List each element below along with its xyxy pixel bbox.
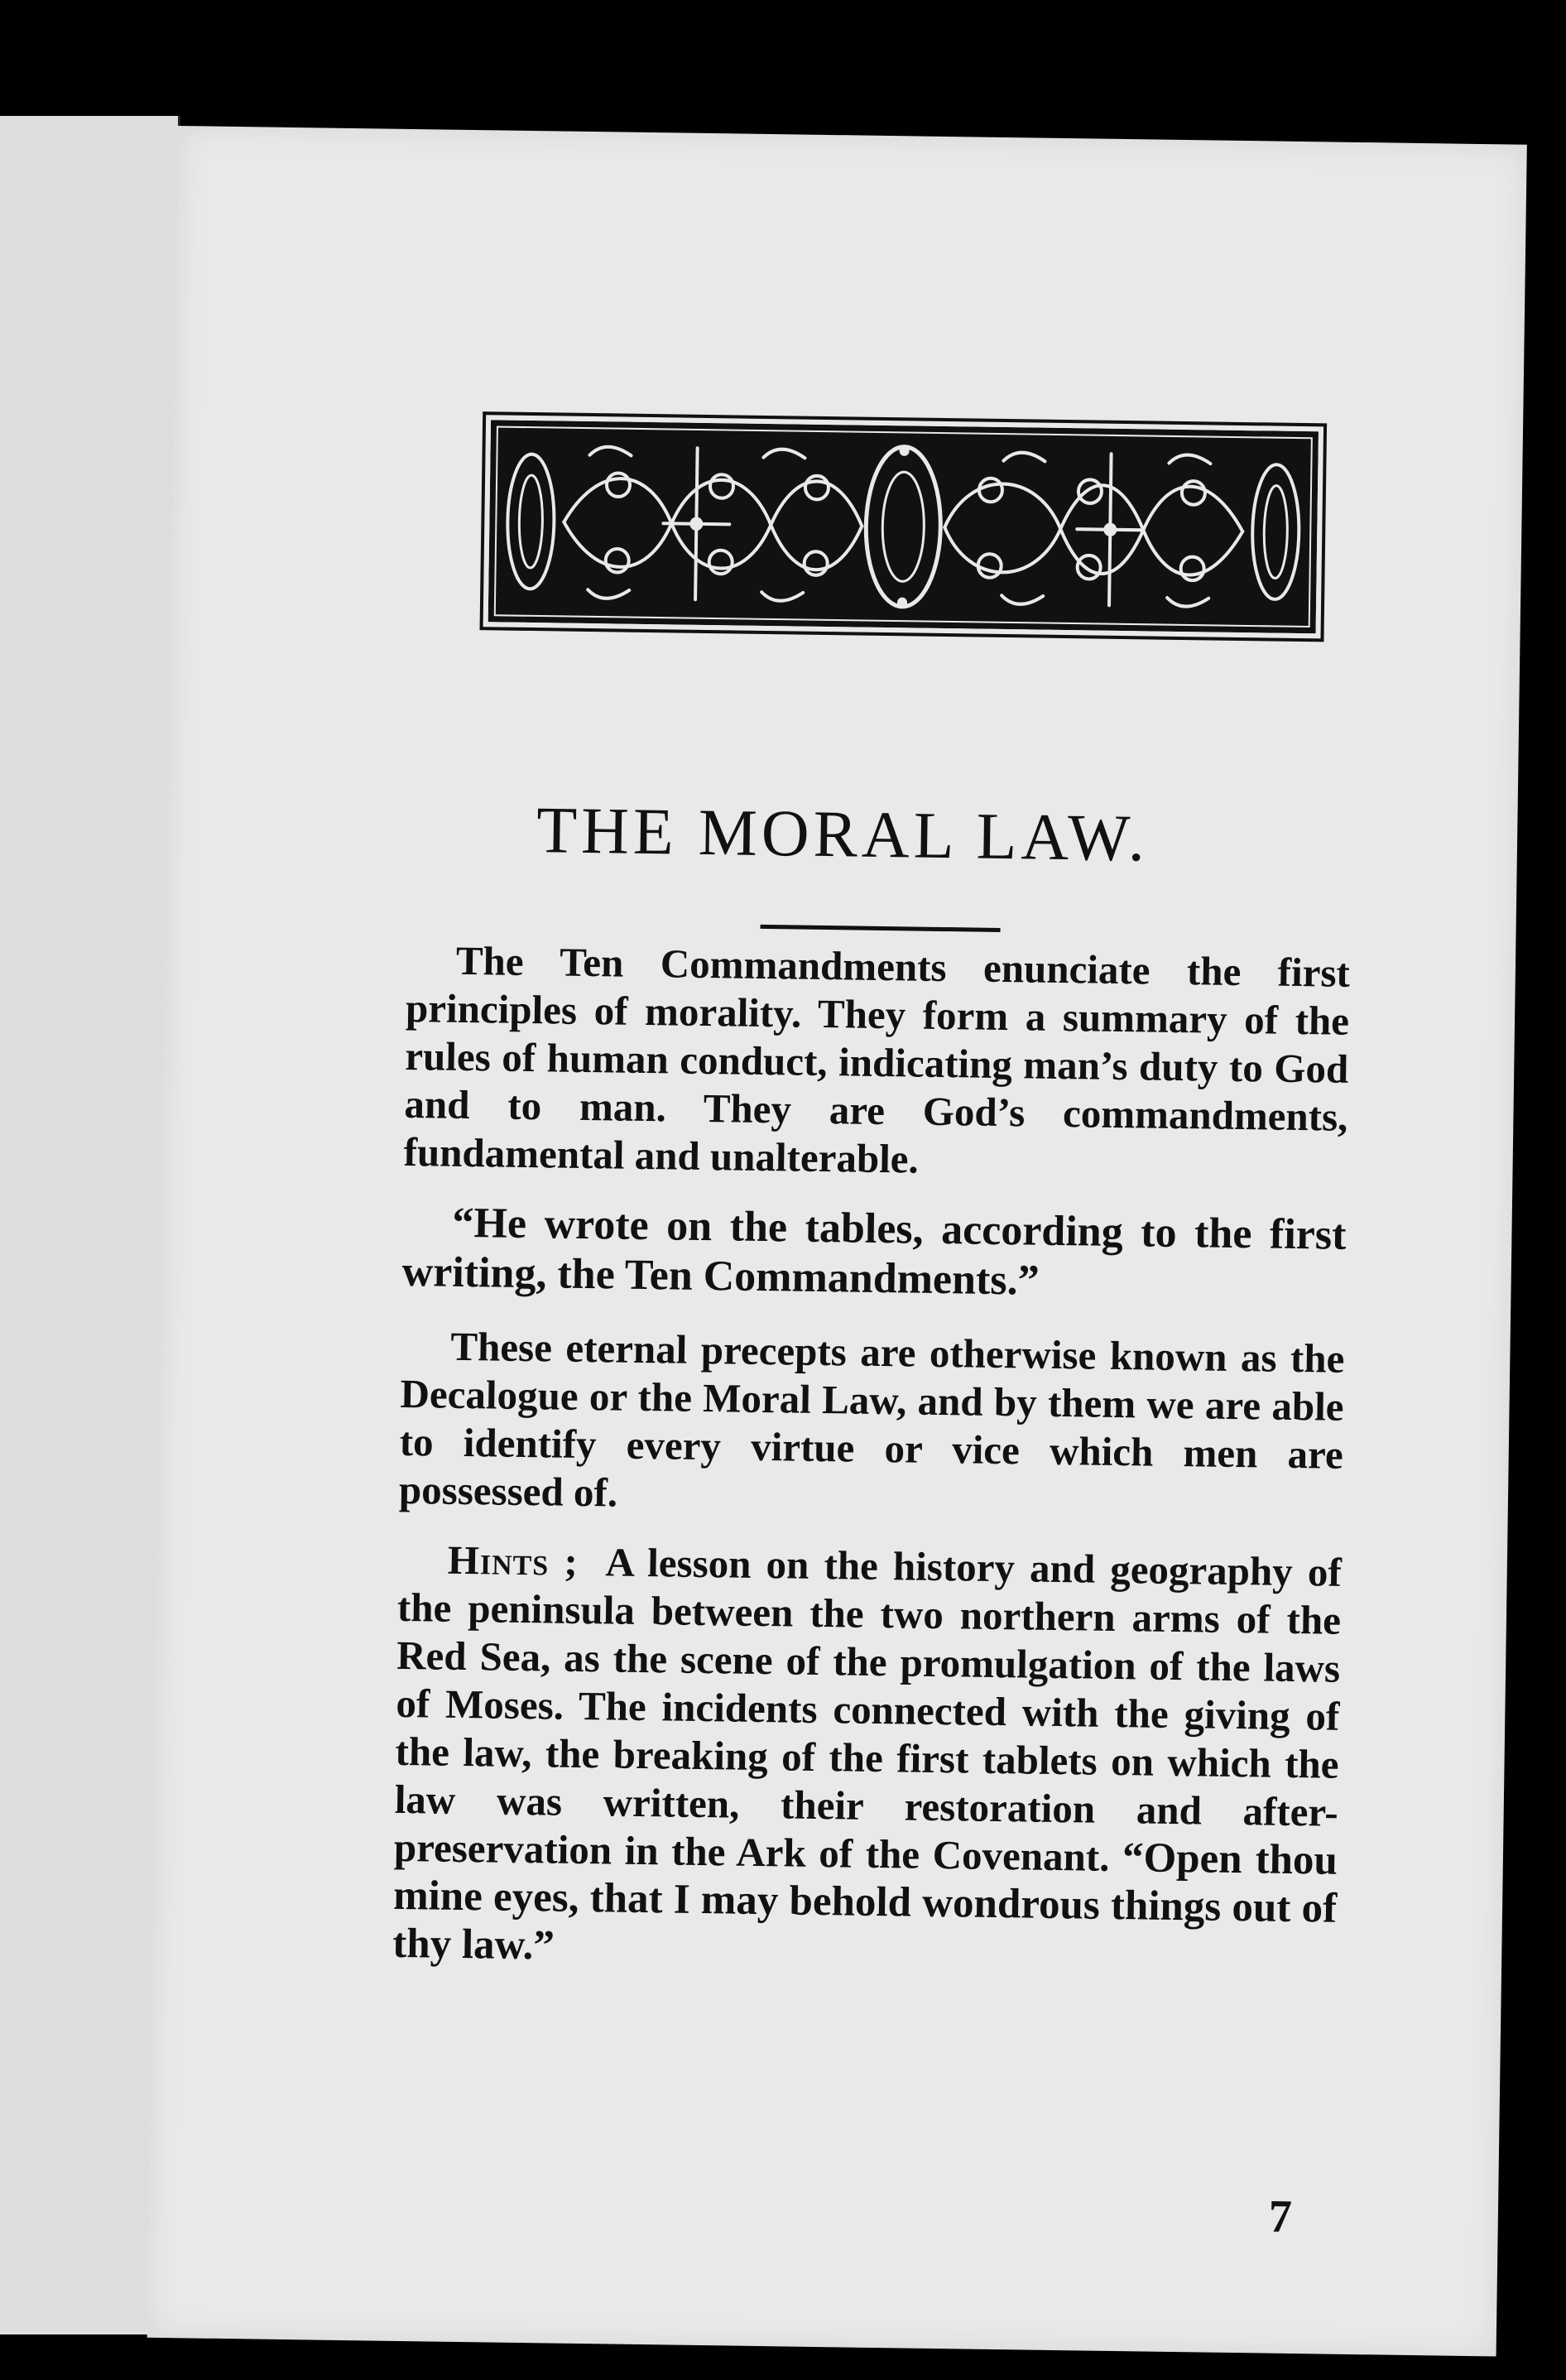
hints-text: A lesson on the history and geography of the peninsula between the two northern arms of the Red Sea, as the scene of the promulgation of the laws of Moses. The incidents connected with the giving of the law, the breaking of the first tablets on which the law was written, their restoration and after-preservation in the Ark of the Covenant. [393, 1539, 1343, 1880]
paragraph-decalogue: These eternal precepts are otherwise known as the Decalogue or the Moral Law, and by them we are able to identify every virtue or vice which men are possessed of. [398, 1323, 1345, 1516]
body-text [392, 936, 1351, 2003]
chapter-title: THE MORAL LAW. [536, 794, 1150, 876]
hints-closing-quote: “Open thou mine eyes, that I may behold wondrous things out of thy law.” [392, 1834, 1338, 1969]
ornamental-headpiece [480, 411, 1328, 642]
paragraph-intro: The Ten Commandments enunciate the first principles of morality. They form a summary of the rules of human conduct, indicating man’s duty to God and to man. They are God’s commandments, fundamental and unalterable. [403, 937, 1351, 1182]
hints-paragraph [392, 1536, 1342, 1981]
scripture-quote: “He wrote on the tables, according to the first writing, the Ten Commandments.” [401, 1199, 1347, 1305]
book-page [147, 126, 1527, 2356]
page-number: 7 [1268, 2190, 1293, 2243]
ornament-graphic [488, 420, 1319, 633]
hints-separator: ; [564, 1538, 579, 1584]
title-rule [761, 925, 1001, 932]
hints-label: Hints [447, 1536, 550, 1584]
